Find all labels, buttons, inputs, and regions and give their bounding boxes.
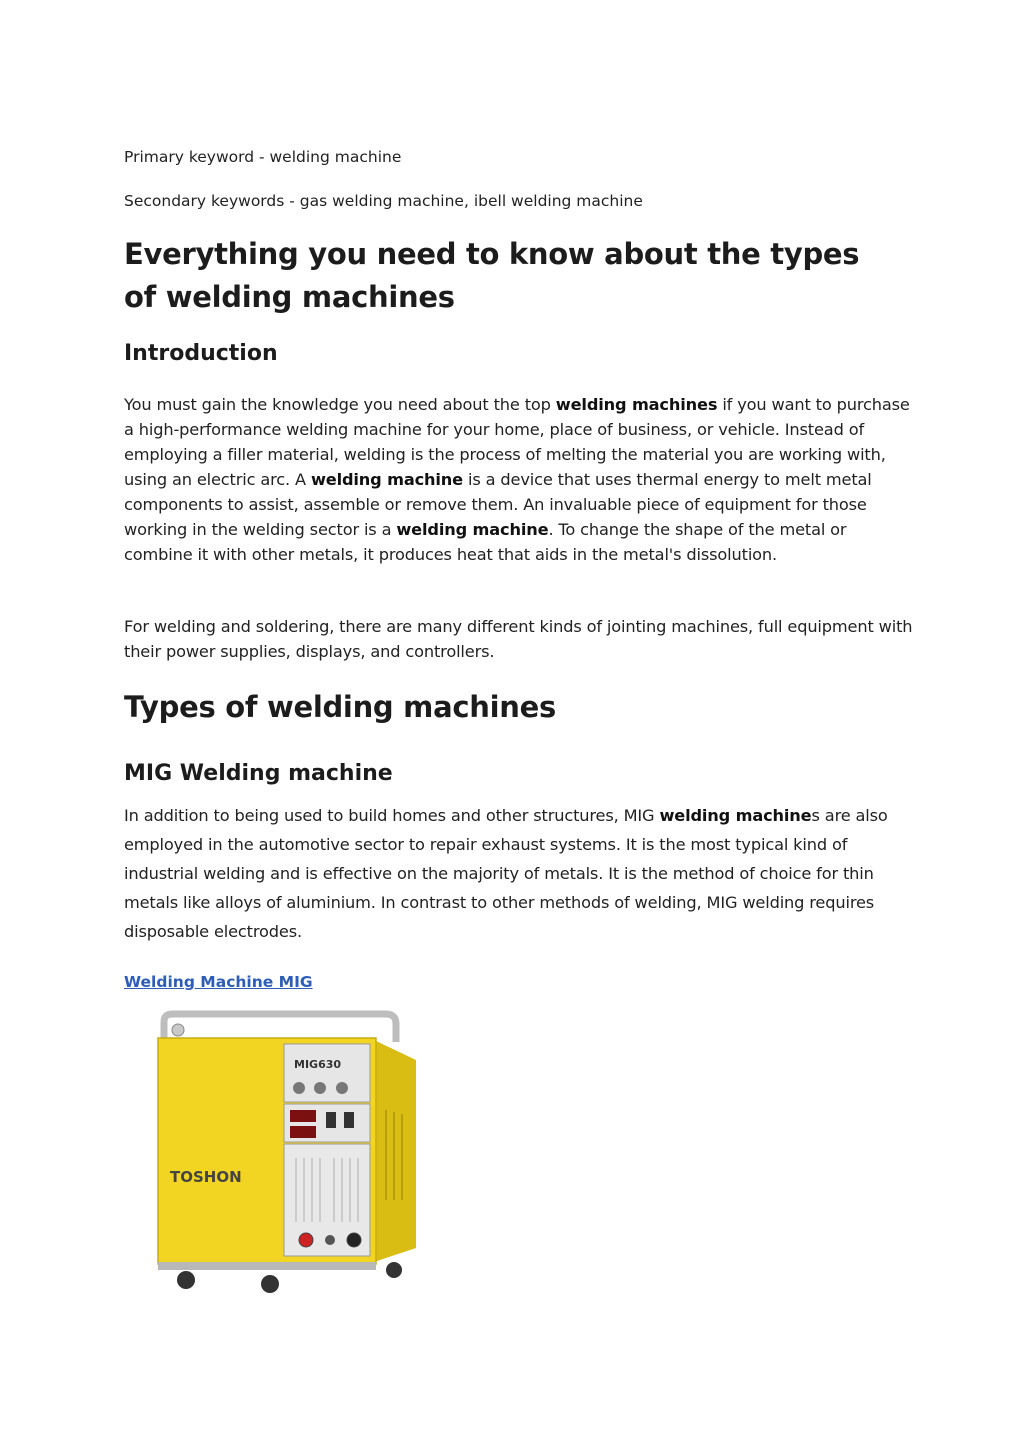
- bold-keyword: welding machine: [659, 806, 812, 825]
- welding-machine-mig-link[interactable]: Welding Machine MIG: [124, 973, 313, 991]
- output-terminal: [299, 1233, 313, 1247]
- mig-welding-heading: MIG Welding machine: [124, 761, 393, 786]
- switch: [344, 1112, 354, 1128]
- digital-display: [290, 1126, 316, 1138]
- text-run: s are also employed in the automotive sector to repair exhaust systems. It is the most typical kind of industrial welding and is effective on the majority of metals. It is the method of choice for thin metals like alloys of aluminium. In contrast to other methods of welding, MIG welding requires disposable electrodes.: [124, 806, 888, 941]
- primary-keyword-line: Primary keyword - welding machine: [124, 148, 402, 166]
- welding-machine-illustration: [124, 1000, 429, 1300]
- lifting-eye: [172, 1024, 184, 1036]
- secondary-keywords-line: Secondary keywords - gas welding machine, ibell welding machine: [124, 192, 643, 210]
- introduction-heading: Introduction: [124, 341, 278, 366]
- types-heading: Types of welding machines: [124, 690, 556, 724]
- knob: [314, 1082, 326, 1094]
- wheel: [177, 1271, 195, 1289]
- output-terminal: [347, 1233, 361, 1247]
- base-plate: [158, 1262, 376, 1270]
- model-label: MIG630: [294, 1058, 342, 1071]
- bold-keyword: welding machine: [396, 520, 549, 539]
- introduction-paragraph-1: [124, 392, 914, 567]
- digital-display: [290, 1110, 316, 1122]
- bold-keyword: welding machine: [310, 470, 464, 489]
- document-title: Everything you need to know about the types of welding machines: [124, 237, 860, 314]
- brand-logo: TOSHON: [170, 1168, 242, 1186]
- knob: [336, 1082, 348, 1094]
- text-run: . To change the shape of the metal or combine it with other metals, it produces heat that aids in the metal's dissolution.: [124, 520, 847, 564]
- wheel: [261, 1275, 279, 1293]
- wheel: [386, 1262, 402, 1278]
- text-run: In addition to being used to build homes and other structures, MIG: [124, 806, 660, 825]
- welding-machine-image: [124, 1000, 429, 1300]
- text-run: if you want to purchase a high-performance welding machine for your home, place of business, or vehicle. Instead of employing a filler material, welding is the process of melting the material you are working with, using an electric arc. A: [124, 395, 910, 489]
- text-run: is a device that uses thermal energy to melt metal components to assist, assemble or remove them. An invaluable piece of equipment for those working in the welding sector is a: [124, 470, 872, 539]
- text-run: You must gain the knowledge you need about the top: [124, 395, 556, 414]
- mig-paragraph: [124, 801, 914, 946]
- switch: [326, 1112, 336, 1128]
- connector: [325, 1235, 335, 1245]
- introduction-paragraph-2: For welding and soldering, there are many different kinds of jointing machines, full equipment with their power supplies, displays, and controllers.: [124, 617, 913, 661]
- knob: [293, 1082, 305, 1094]
- bold-keyword: welding machines: [555, 395, 718, 414]
